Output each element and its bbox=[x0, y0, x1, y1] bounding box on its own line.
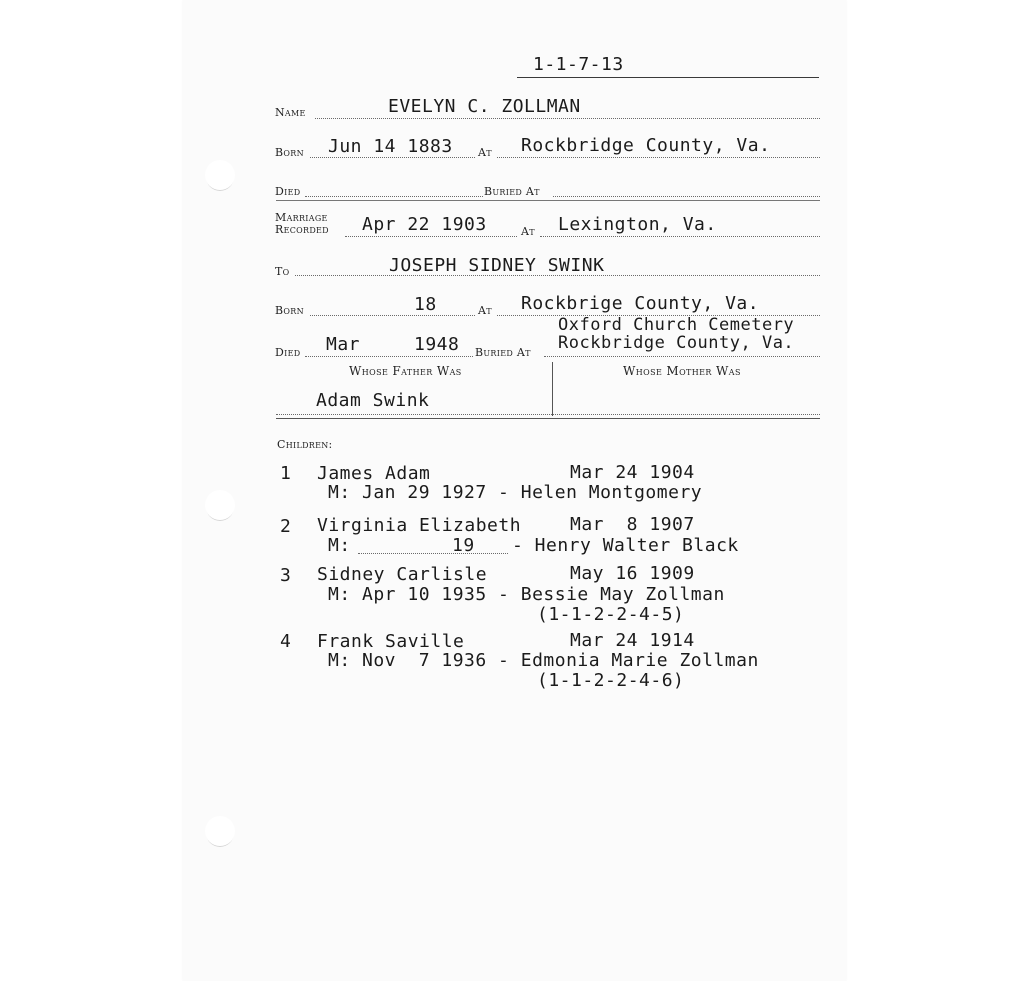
child-marriage-spouse: - Henry Walter Black bbox=[512, 535, 739, 556]
parents-line bbox=[276, 414, 820, 415]
child-name: Sidney Carlisle bbox=[317, 564, 488, 585]
binder-hole bbox=[205, 816, 235, 846]
born-date-line bbox=[310, 157, 475, 158]
spouse-died-month: Mar bbox=[326, 334, 361, 355]
spouse-name: JOSEPH SIDNEY SWINK bbox=[389, 255, 605, 276]
spouse-born-date: 18 bbox=[414, 294, 437, 315]
father-label: Whose Father Was bbox=[349, 364, 462, 378]
name-line bbox=[315, 118, 820, 119]
child-name: Virginia Elizabeth bbox=[317, 515, 522, 536]
spouse-buried-line2: Rockbridge County, Va. bbox=[558, 333, 795, 353]
record-id-underline bbox=[517, 77, 819, 78]
subject-name: EVELYN C. ZOLLMAN bbox=[388, 96, 581, 117]
born-label: Born bbox=[275, 146, 304, 159]
child-birth: May 16 1909 bbox=[570, 563, 695, 584]
child-marriage: M: Jan 29 1927 - Helen Montgomery bbox=[328, 482, 703, 503]
child-number: 1 bbox=[280, 463, 292, 484]
marriage-label-line1: Marriage bbox=[275, 211, 328, 224]
subject-marriage-place: Lexington, Va. bbox=[558, 214, 717, 235]
mother-label: Whose Mother Was bbox=[623, 364, 741, 378]
spouse-father: Adam Swink bbox=[316, 390, 430, 411]
spouse-died-year: 1948 bbox=[414, 334, 460, 355]
subject-marriage-date: Apr 22 1903 bbox=[362, 214, 487, 235]
spouse-born-date-line bbox=[310, 315, 475, 316]
child-marriage-prefix: M: bbox=[328, 535, 351, 556]
child-name: James Adam bbox=[317, 463, 431, 484]
spouse-buried-line bbox=[544, 356, 820, 357]
marriage-at-label: At bbox=[521, 225, 535, 238]
child-number: 3 bbox=[280, 565, 292, 586]
child-reference: (1-1-2-2-4-6) bbox=[537, 670, 685, 691]
child-birth: Mar 24 1904 bbox=[570, 462, 695, 483]
spouse-born-label: Born bbox=[275, 304, 304, 317]
child-marriage-year: 19 bbox=[452, 535, 475, 556]
buried-at-label: Buried At bbox=[484, 185, 540, 198]
binder-hole bbox=[205, 490, 235, 520]
marriage-place-line bbox=[540, 236, 820, 237]
child-marriage: M: Nov 7 1936 - Edmonia Marie Zollman bbox=[328, 650, 759, 671]
spouse-born-place: Rockbrige County, Va. bbox=[521, 293, 760, 314]
to-label: To bbox=[275, 265, 290, 278]
child-marriage: M: Apr 10 1935 - Bessie May Zollman bbox=[328, 584, 725, 605]
subject-born-place: Rockbridge County, Va. bbox=[521, 135, 771, 156]
child-marriage-date-line bbox=[358, 553, 508, 554]
spouse-died-line bbox=[305, 356, 473, 357]
section-divider bbox=[276, 200, 820, 201]
born-place-line bbox=[497, 157, 820, 158]
spouse-died-label: Died bbox=[275, 346, 301, 359]
marriage-label-line2: Recorded bbox=[275, 223, 329, 236]
child-number: 4 bbox=[280, 631, 292, 652]
parents-divider bbox=[552, 362, 553, 416]
marriage-date-line bbox=[345, 236, 517, 237]
child-birth: Mar 8 1907 bbox=[570, 514, 695, 535]
marriage-label bbox=[275, 212, 329, 236]
child-reference: (1-1-2-2-4-5) bbox=[537, 604, 685, 625]
child-number: 2 bbox=[280, 516, 292, 537]
record-id: 1-1-7-13 bbox=[533, 54, 624, 75]
binder-hole bbox=[205, 160, 235, 190]
spouse-buried-at-label: Buried At bbox=[475, 346, 531, 359]
spouse-born-at-label: At bbox=[478, 304, 492, 317]
died-line bbox=[305, 196, 483, 197]
parents-bottom-rule bbox=[276, 418, 820, 419]
born-at-label: At bbox=[478, 146, 492, 159]
buried-line bbox=[553, 196, 820, 197]
child-birth: Mar 24 1914 bbox=[570, 630, 695, 651]
children-label: Children: bbox=[277, 438, 333, 451]
died-label: Died bbox=[275, 185, 301, 198]
spouse-buried-line1: Oxford Church Cemetery bbox=[558, 315, 795, 335]
name-label: Name bbox=[275, 106, 306, 119]
subject-born-date: Jun 14 1883 bbox=[328, 136, 453, 157]
child-name: Frank Saville bbox=[317, 631, 465, 652]
